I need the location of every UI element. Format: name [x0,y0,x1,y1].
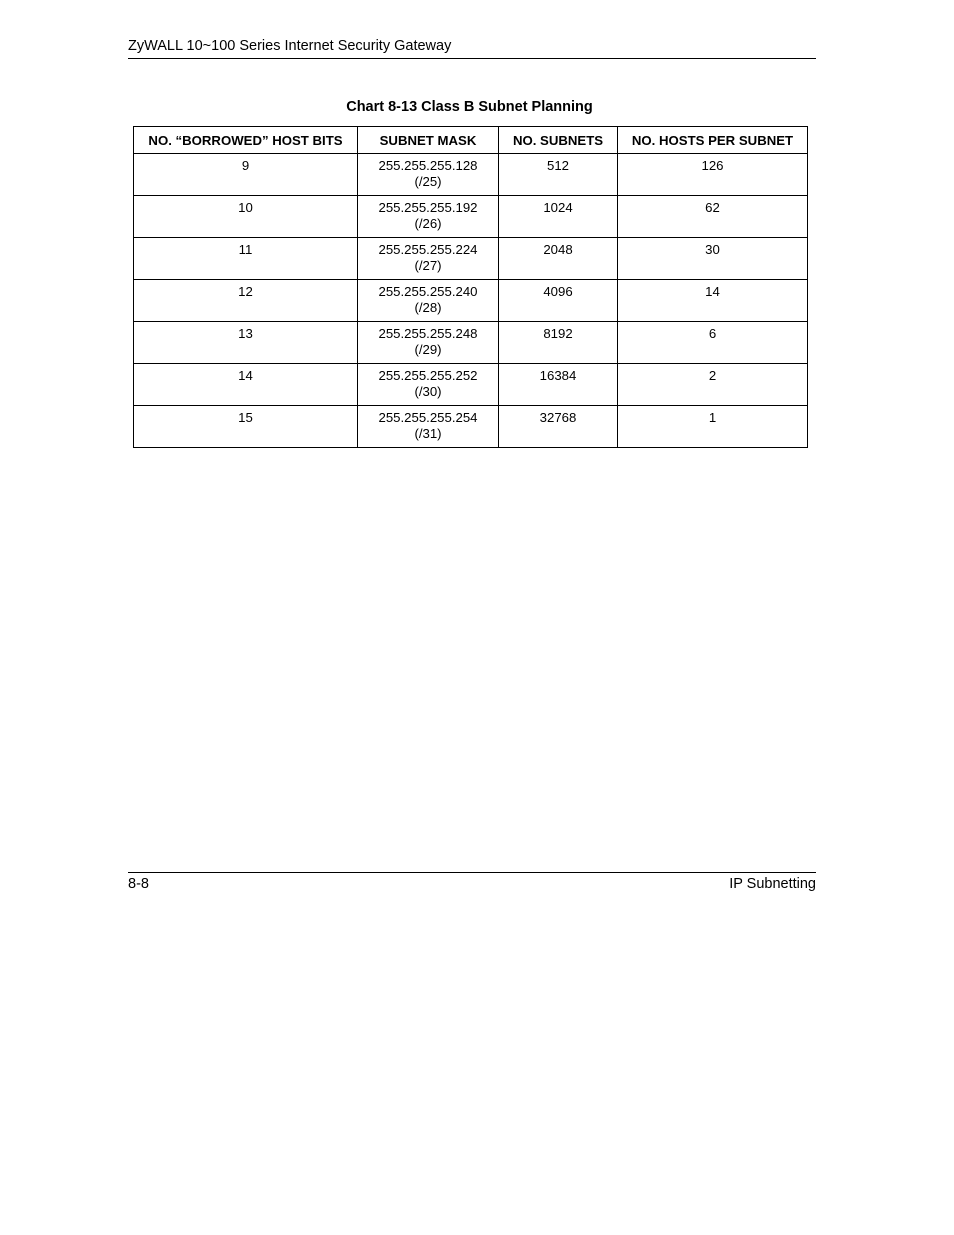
subnet-mask-value: 255.255.255.254 [378,410,478,425]
subnets-cell: 1024 [499,196,618,238]
column-header-borrowed-bits: NO. “BORROWED” HOST BITS [134,127,358,154]
prefix-length: (/25) [414,174,442,189]
prefix-length: (/30) [414,384,442,399]
subnet-mask-cell [358,322,499,364]
prefix-length: (/28) [414,300,442,315]
subnet-mask-cell [358,280,499,322]
subnet-mask-cell [358,154,499,196]
table-row [134,322,808,364]
prefix-length: (/31) [414,426,442,441]
page-header [128,37,816,59]
subnets-cell: 16384 [499,364,618,406]
column-header-hosts-per-subnet: NO. HOSTS PER SUBNET [618,127,808,154]
subnets-cell: 32768 [499,406,618,448]
hosts-cell: 6 [618,322,808,364]
borrowed-bits-cell: 10 [134,196,358,238]
subnet-mask-value: 255.255.255.192 [378,200,478,215]
subnet-mask-cell [358,364,499,406]
subnet-mask-value: 255.255.255.252 [378,368,478,383]
column-header-subnets: NO. SUBNETS [499,127,618,154]
page-footer [128,872,816,892]
subnet-mask-value: 255.255.255.128 [378,158,478,173]
hosts-cell: 2 [618,364,808,406]
subnet-mask-cell [358,238,499,280]
table-row [134,196,808,238]
borrowed-bits-cell: 11 [134,238,358,280]
subnets-cell: 2048 [499,238,618,280]
prefix-length: (/27) [414,258,442,273]
subnet-mask-cell [358,406,499,448]
subnet-mask-value: 255.255.255.240 [378,284,478,299]
document-title: ZyWALL 10~100 Series Internet Security Gateway [128,38,452,54]
subnets-cell: 512 [499,154,618,196]
prefix-length: (/29) [414,342,442,357]
subnet-mask-cell [358,196,499,238]
borrowed-bits-cell: 13 [134,322,358,364]
page-number: 8-8 [128,876,149,892]
subnet-mask-value: 255.255.255.248 [378,326,478,341]
hosts-cell: 1 [618,406,808,448]
borrowed-bits-cell: 14 [134,364,358,406]
hosts-cell: 126 [618,154,808,196]
subnet-mask-value: 255.255.255.224 [378,242,478,257]
borrowed-bits-cell: 15 [134,406,358,448]
borrowed-bits-cell: 12 [134,280,358,322]
prefix-length: (/26) [414,216,442,231]
subnets-cell: 8192 [499,322,618,364]
table-caption: Chart 8-13 Class B Subnet Planning [346,99,593,115]
table-row [134,280,808,322]
subnets-cell: 4096 [499,280,618,322]
borrowed-bits-cell: 9 [134,154,358,196]
table-row [134,406,808,448]
hosts-cell: 14 [618,280,808,322]
section-name: IP Subnetting [729,876,816,892]
subnet-planning-table [133,126,808,448]
column-header-subnet-mask: SUBNET MASK [358,127,499,154]
table-row [134,364,808,406]
hosts-cell: 62 [618,196,808,238]
table-header-row [134,127,808,154]
table-row [134,238,808,280]
table-row [134,154,808,196]
hosts-cell: 30 [618,238,808,280]
